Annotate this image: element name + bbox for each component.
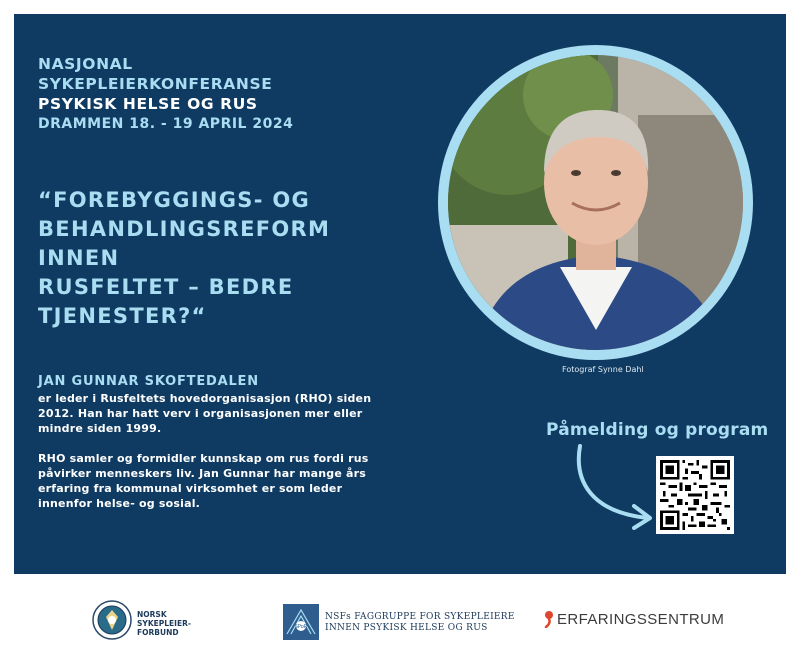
header-line-3: PSYKISK HELSE OG RUS [38,95,258,113]
curved-arrow-icon [570,440,660,530]
conference-header [38,54,293,134]
spor-name-line: NSFs FAGGRUPPE FOR SYKEPLEIERE [325,612,515,622]
qr-code[interactable] [656,456,734,534]
nsf-emblem-icon [92,600,132,640]
talk-title-line: TJENESTER?“ [38,304,207,328]
bio-line: 2012. Han har hatt verv i organisasjonen mer eller [38,407,363,420]
bio-line: erfaring fra kommunal virksomhet er som leder [38,482,343,495]
speaker-photo-frame [438,45,753,360]
erfaringssentrum-mark-icon [543,610,555,628]
photo-credit: Fotograf Synne Dahl [562,365,644,374]
nsf-name-line: SYKEPLEIER- [137,619,191,628]
nsf-name [137,610,191,637]
talk-title-line: BEHANDLINGSREFORM [38,217,331,241]
conference-date: DRAMMEN 18. - 19 APRIL 2024 [38,116,294,132]
speaker-bio-paragraph-2 [38,451,438,511]
header-line-2: SYKEPLEIERKONFERANSE [38,75,273,93]
bio-line: påvirker menneskers liv. Jan Gunnar har mange års [38,467,367,480]
header-line-1: NASJONAL [38,55,133,73]
nsf-name-line: FORBUND [137,628,179,637]
speaker-photo [448,55,743,350]
erfaringssentrum-name: ERFARINGSSENTRUM [557,610,725,628]
bio-line: er leder i Rusfeltets hovedorganisasjon (RHO) siden [38,392,372,405]
talk-title-line: “FOREBYGGINGS- OG [38,188,311,212]
erfaringssentrum-logo [543,610,724,628]
speaker-name: JAN GUNNAR SKOFTEDALEN [38,374,259,389]
spor-logo-icon [283,604,319,640]
talk-title [38,186,428,331]
speaker-bio-paragraph-1 [38,391,438,436]
bio-line: mindre siden 1999. [38,422,162,435]
nsf-name-line: NORSK [137,610,167,619]
spor-name-line: INNEN PSYKISK HELSE OG RUS [325,623,488,633]
registration-heading: Påmelding og program [546,420,769,440]
spor-mark-text: SPoR [294,624,308,630]
bio-line: innenfor helse- og sosial. [38,497,201,510]
talk-title-line: RUSFELTET – BEDRE [38,275,294,299]
bio-line: RHO samler og formidler kunnskap om rus fordi rus [38,452,369,465]
spor-name [325,612,515,634]
talk-title-line: INNEN [38,246,120,270]
footer-logos [0,574,800,671]
